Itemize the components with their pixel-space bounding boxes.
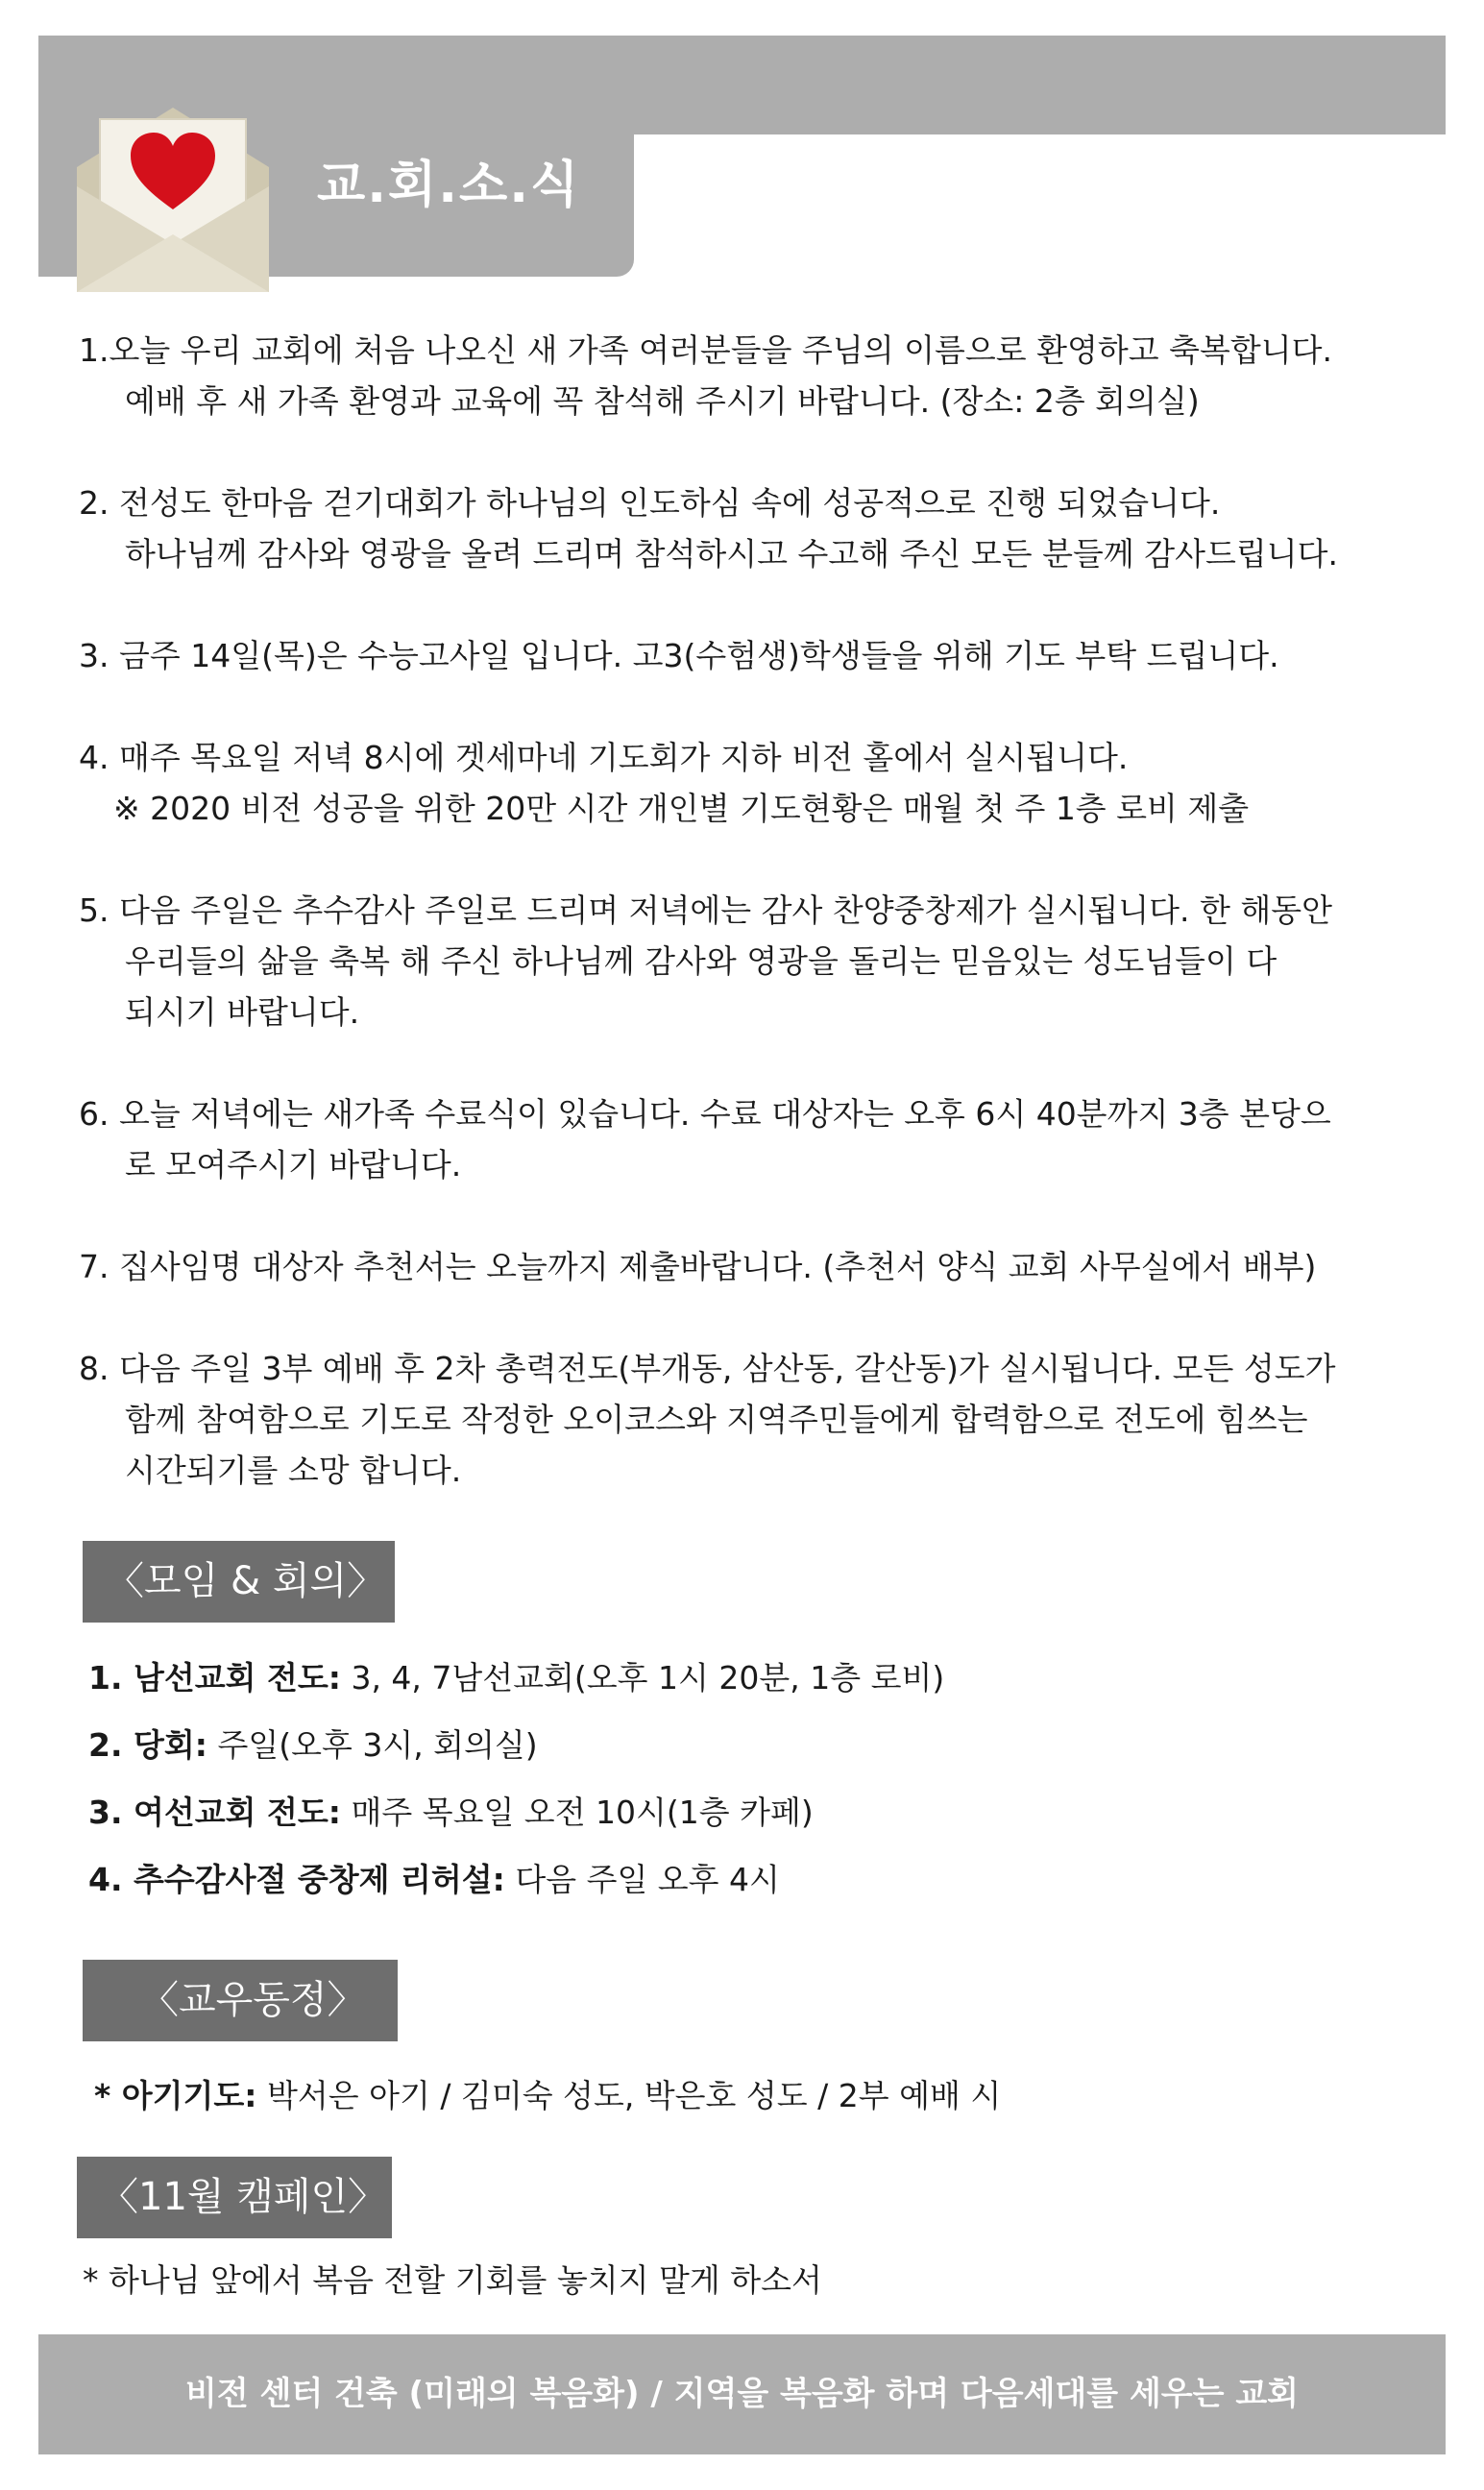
notice-line: 2. 전성도 한마음 걷기대회가 하나님의 인도하심 속에 성공적으로 진행 되었습니다. bbox=[79, 484, 1221, 522]
notice-line: 4. 매주 목요일 저녁 8시에 겟세마네 기도회가 지하 비전 홀에서 실시됩니다. bbox=[79, 739, 1129, 776]
fellowship-title: * 아기기도: bbox=[94, 2077, 257, 2114]
fellowship-detail: 박서은 아기 / 김미숙 성도, 박은호 성도 / 2부 예배 시 bbox=[256, 2077, 1002, 2114]
notice-line: 우리들의 삶을 축복 해 주신 하나님께 감사와 영광을 돌리는 믿음있는 성도님들이 다 bbox=[125, 942, 1277, 980]
notice-line: 8. 다음 주일 3부 예배 후 2차 총력전도(부개동, 삼산동, 갈산동)가 실시됩니다. 모든 성도가 bbox=[79, 1350, 1336, 1387]
meetings-label: 〈모임 & 회의〉 bbox=[83, 1541, 395, 1623]
notice-item bbox=[79, 732, 1423, 834]
notice-item bbox=[79, 885, 1423, 1038]
meeting-item bbox=[88, 1779, 944, 1846]
meeting-detail: 매주 목요일 오전 10시(1층 카페) bbox=[340, 1794, 814, 1831]
notice-line: 되시기 바랍니다. bbox=[125, 993, 360, 1031]
notice-item bbox=[79, 630, 1423, 681]
notice-item bbox=[79, 325, 1423, 427]
notice-line: 함께 참여함으로 기도로 작정한 오이코스와 지역주민들에게 합력함으로 전도에 힘쓰는 bbox=[125, 1401, 1308, 1438]
notice-line: ※ 2020 비전 성공을 위한 20만 시간 개인별 기도현황은 매월 첫 주 1층 로비 제출 bbox=[113, 790, 1250, 827]
meeting-detail: 3, 4, 7남선교회(오후 1시 20분, 1층 로비) bbox=[340, 1659, 945, 1697]
meeting-title: 1. 남선교회 전도: bbox=[88, 1659, 341, 1697]
notice-line: 3. 금주 14일(목)은 수능고사일 입니다. 고3(수험생)학생들을 위해 기도 부탁 드립니다. bbox=[79, 637, 1279, 674]
campaign-label: 〈11월 캠페인〉 bbox=[77, 2157, 392, 2238]
fellowship-label: 〈교우동정〉 bbox=[83, 1960, 398, 2041]
footer-bar: 비전 센터 건축 (미래의 복음화) / 지역을 복음화 하며 다음세대를 세우는 교회 bbox=[38, 2334, 1446, 2454]
notice-item bbox=[79, 477, 1423, 579]
notice-line: 시간되기를 소망 합니다. bbox=[125, 1452, 462, 1489]
notice-line: 하나님께 감사와 영광을 올려 드리며 참석하시고 수고해 주신 모든 분들께 감사드립니다. bbox=[125, 535, 1338, 573]
envelope-heart-icon bbox=[71, 94, 275, 296]
notice-line: 1.오늘 우리 교회에 처음 나오신 새 가족 여러분들을 주님의 이름으로 환영하고 축복합니다. bbox=[79, 331, 1332, 369]
notice-line: 5. 다음 주일은 추수감사 주일로 드리며 저녁에는 감사 찬양중창제가 실시됩니다. 한 해동안 bbox=[79, 891, 1332, 929]
meeting-title: 4. 추수감사절 중창제 리허설: bbox=[88, 1861, 505, 1898]
notice-item bbox=[79, 1241, 1423, 1292]
notice-line: 6. 오늘 저녁에는 새가족 수료식이 있습니다. 수료 대상자는 오후 6시 40분까지 3층 본당으 bbox=[79, 1095, 1331, 1133]
meeting-item bbox=[88, 1846, 944, 1914]
notice-list bbox=[79, 325, 1423, 1547]
campaign-text: * 하나님 앞에서 복음 전할 기회를 놓치지 말게 하소서 bbox=[83, 2261, 822, 2299]
notice-item bbox=[79, 1343, 1423, 1496]
meeting-detail: 다음 주일 오후 4시 bbox=[504, 1861, 780, 1898]
meeting-item bbox=[88, 1645, 944, 1712]
meeting-detail: 주일(오후 3시, 회의실) bbox=[207, 1726, 538, 1764]
meeting-list bbox=[88, 1645, 944, 1914]
page-title: 교.회.소.식 bbox=[317, 157, 581, 214]
notice-item bbox=[79, 1088, 1423, 1190]
fellowship-line bbox=[94, 2067, 1001, 2125]
meeting-title: 3. 여선교회 전도: bbox=[88, 1794, 341, 1831]
meeting-title: 2. 당회: bbox=[88, 1726, 207, 1764]
notice-line: 7. 집사임명 대상자 추천서는 오늘까지 제출바랍니다. (추천서 양식 교회 사무실에서 배부) bbox=[79, 1248, 1317, 1285]
meeting-item bbox=[88, 1712, 944, 1779]
notice-line: 로 모여주시기 바랍니다. bbox=[125, 1146, 462, 1184]
notice-line: 예배 후 새 가족 환영과 교육에 꼭 참석해 주시기 바랍니다. (장소: 2층 회의실) bbox=[125, 382, 1200, 420]
